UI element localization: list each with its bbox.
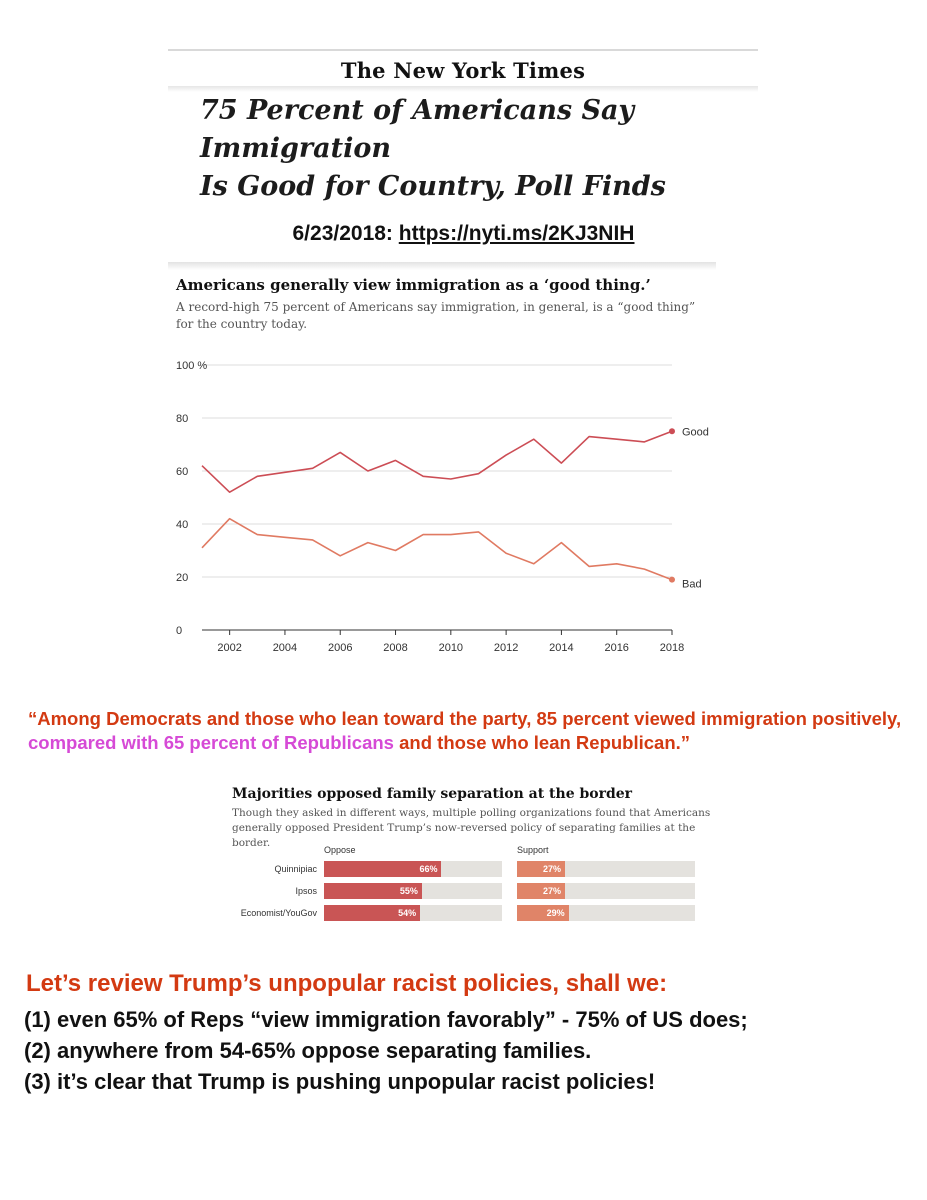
review-item-1: (1) even 65% of Reps “view immigration favorably” - 75% of US does; <box>24 1007 748 1032</box>
x-tick-label: 2012 <box>493 642 519 654</box>
pollster-label: Economist/YouGov <box>240 908 317 918</box>
x-tick-label: 2006 <box>327 642 353 654</box>
oppose-header: Oppose <box>324 845 356 855</box>
nyt-logo: The New York Times <box>340 58 586 83</box>
series-line-good <box>202 431 672 492</box>
pollster-label: Ipsos <box>295 886 317 896</box>
oppose-bar: 54% <box>324 905 420 921</box>
x-tick-label: 2018 <box>659 642 685 654</box>
series-label-good: Good <box>682 426 709 439</box>
support-header: Support <box>517 845 549 855</box>
series-endpoint-good <box>669 428 675 434</box>
article-headline <box>200 92 760 206</box>
review-item-2: (2) anywhere from 54-65% oppose separating families. <box>24 1038 592 1063</box>
y-tick-label: 40 <box>176 519 189 531</box>
oppose-bar: 66% <box>324 861 441 877</box>
series-label-bad: Bad <box>682 578 702 591</box>
series-line-bad <box>202 519 672 580</box>
review-item-3: (3) it’s clear that Trump is pushing unpopular racist policies! <box>24 1069 656 1094</box>
y-tick-label: 20 <box>176 572 189 584</box>
headline-line-2: Is Good for Country, Poll Finds <box>200 171 666 202</box>
x-tick-label: 2014 <box>549 642 574 654</box>
chart1-subtitle: A record-high 75 percent of Americans say immigration, in general, is a “good thing” for the country today. <box>176 300 696 331</box>
x-tick-label: 2016 <box>604 642 629 654</box>
header-rule <box>168 49 758 51</box>
y-tick-label: 100 % <box>176 360 208 372</box>
x-tick-label: 2004 <box>272 642 298 654</box>
immigration-line-chart <box>170 345 730 665</box>
support-bar: 27% <box>517 861 565 877</box>
poll-quote <box>28 707 908 755</box>
x-tick-label: 2010 <box>438 642 464 654</box>
headline-line-1: 75 Percent of Americans Say Immigration <box>200 95 635 164</box>
review-list <box>24 1004 924 1097</box>
review-title: Let’s review Trump’s unpopular racist policies, shall we: <box>26 970 668 997</box>
quote-part-2: compared with 65 percent of Republicans <box>28 732 394 753</box>
quote-part-3: and those who lean Republican.” <box>393 732 691 753</box>
chart2-subtitle: Though they asked in different ways, multiple polling organizations found that Americans generally opposed President Trump’s now-reversed policy of separating families at the border. <box>232 807 711 849</box>
chart2-title: Majorities opposed family separation at the border <box>232 786 633 802</box>
chart1-title: Americans generally view immigration as a ‘good thing.’ <box>176 276 651 294</box>
y-tick-label: 60 <box>176 466 189 478</box>
support-bar: 27% <box>517 883 565 899</box>
x-tick-label: 2002 <box>217 642 242 654</box>
oppose-bar: 55% <box>324 883 422 899</box>
article-link[interactable]: https://nyti.ms/2KJ3NIH <box>398 222 635 245</box>
series-endpoint-bad <box>669 577 675 583</box>
pollster-label: Quinnipiac <box>274 864 317 874</box>
article-date: 6/23/2018: <box>292 222 399 245</box>
quote-part-1: “Among Democrats and those who lean toward the party, 85 percent viewed immigration positively, <box>28 708 902 729</box>
x-tick-label: 2008 <box>383 642 408 654</box>
y-tick-label: 0 <box>176 625 183 637</box>
y-tick-label: 80 <box>176 413 189 425</box>
dateline <box>0 222 927 246</box>
chart1-shadow <box>168 262 716 270</box>
support-bar: 29% <box>517 905 569 921</box>
